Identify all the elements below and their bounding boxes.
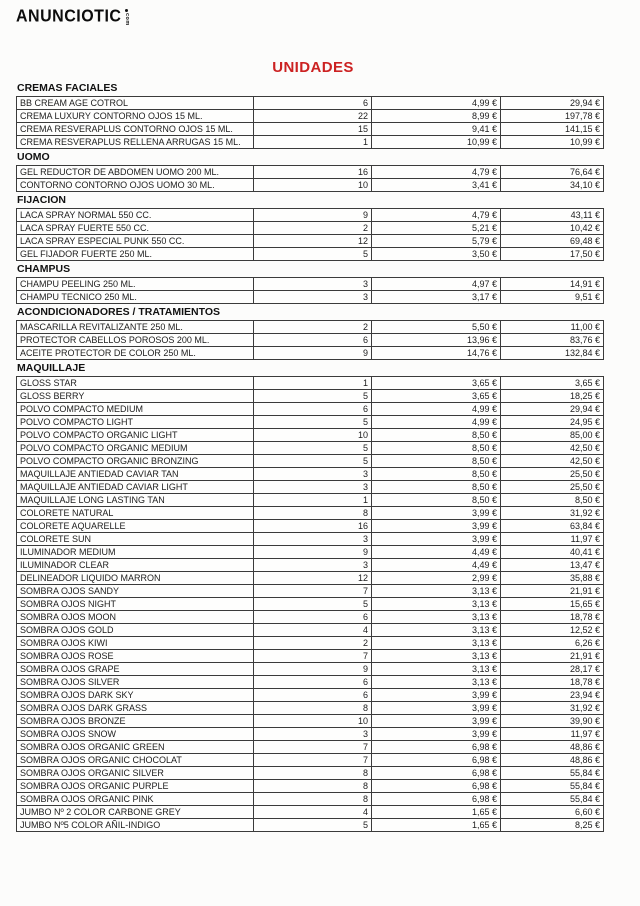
- total-price-cell: 48,86 €: [501, 740, 604, 753]
- quantity-cell: 6: [254, 402, 372, 415]
- price-table: [16, 320, 604, 360]
- quantity-cell: 8: [254, 506, 372, 519]
- product-name-cell: GLOSS STAR: [17, 376, 254, 389]
- total-price-cell: 197,78 €: [501, 109, 604, 122]
- product-name-cell: SOMBRA OJOS ORGANIC PINK: [17, 792, 254, 805]
- unit-price-cell: 6,98 €: [372, 753, 501, 766]
- total-price-cell: 43,11 €: [501, 208, 604, 221]
- table-row: [17, 109, 604, 122]
- table-row: [17, 428, 604, 441]
- quantity-cell: 5: [254, 389, 372, 402]
- quantity-cell: 6: [254, 333, 372, 346]
- total-price-cell: 12,52 €: [501, 623, 604, 636]
- total-price-cell: 21,91 €: [501, 584, 604, 597]
- unit-price-cell: 8,50 €: [372, 454, 501, 467]
- quantity-cell: 10: [254, 428, 372, 441]
- page-title: UNIDADES: [272, 58, 354, 76]
- total-price-cell: 9,51 €: [501, 290, 604, 303]
- total-price-cell: 55,84 €: [501, 792, 604, 805]
- table-row: [17, 662, 604, 675]
- quantity-cell: 2: [254, 636, 372, 649]
- product-name-cell: MASCARILLA REVITALIZANTE 250 ML.: [17, 320, 254, 333]
- product-name-cell: SOMBRA OJOS GRAPE: [17, 662, 254, 675]
- sections-container: [16, 82, 640, 832]
- table-row: [17, 467, 604, 480]
- table-row: [17, 779, 604, 792]
- quantity-cell: 4: [254, 623, 372, 636]
- unit-price-cell: 5,50 €: [372, 320, 501, 333]
- table-row: [17, 333, 604, 346]
- quantity-cell: 12: [254, 234, 372, 247]
- quantity-cell: 6: [254, 610, 372, 623]
- unit-price-cell: 3,50 €: [372, 247, 501, 260]
- product-name-cell: SOMBRA OJOS KIWI: [17, 636, 254, 649]
- total-price-cell: 31,92 €: [501, 701, 604, 714]
- quantity-cell: 5: [254, 818, 372, 831]
- product-name-cell: LACA SPRAY ESPECIAL PUNK 550 CC.: [17, 234, 254, 247]
- quantity-cell: 16: [254, 519, 372, 532]
- quantity-cell: 10: [254, 714, 372, 727]
- unit-price-cell: 3,13 €: [372, 636, 501, 649]
- table-row: [17, 480, 604, 493]
- unit-price-cell: 4,49 €: [372, 545, 501, 558]
- total-price-cell: 10,99 €: [501, 135, 604, 148]
- product-name-cell: SOMBRA OJOS ORGANIC PURPLE: [17, 779, 254, 792]
- product-name-cell: MAQUILLAJE LONG LASTING TAN: [17, 493, 254, 506]
- unit-price-cell: 1,65 €: [372, 818, 501, 831]
- price-table: [16, 376, 604, 832]
- total-price-cell: 15,65 €: [501, 597, 604, 610]
- quantity-cell: 7: [254, 584, 372, 597]
- unit-price-cell: 3,13 €: [372, 610, 501, 623]
- unit-price-cell: 3,17 €: [372, 290, 501, 303]
- quantity-cell: 7: [254, 649, 372, 662]
- quantity-cell: 8: [254, 779, 372, 792]
- quantity-cell: 5: [254, 597, 372, 610]
- product-name-cell: SOMBRA OJOS NIGHT: [17, 597, 254, 610]
- total-price-cell: 55,84 €: [501, 766, 604, 779]
- table-row: [17, 688, 604, 701]
- unit-price-cell: 10,99 €: [372, 135, 501, 148]
- unit-price-cell: 3,99 €: [372, 506, 501, 519]
- quantity-cell: 2: [254, 320, 372, 333]
- total-price-cell: 76,64 €: [501, 165, 604, 178]
- product-name-cell: CHAMPU PEELING 250 ML.: [17, 277, 254, 290]
- table-row: [17, 506, 604, 519]
- table-row: [17, 740, 604, 753]
- total-price-cell: 141,15 €: [501, 122, 604, 135]
- unit-price-cell: 3,99 €: [372, 519, 501, 532]
- total-price-cell: 31,92 €: [501, 506, 604, 519]
- unit-price-cell: 6,98 €: [372, 740, 501, 753]
- product-name-cell: MAQUILLAJE ANTIEDAD CAVIAR LIGHT: [17, 480, 254, 493]
- unit-price-cell: 3,99 €: [372, 688, 501, 701]
- quantity-cell: 8: [254, 701, 372, 714]
- total-price-cell: 8,50 €: [501, 493, 604, 506]
- section-header: CHAMPUS: [17, 262, 71, 275]
- total-price-cell: 14,91 €: [501, 277, 604, 290]
- quantity-cell: 9: [254, 346, 372, 359]
- unit-price-cell: 8,50 €: [372, 428, 501, 441]
- total-price-cell: 29,94 €: [501, 402, 604, 415]
- product-name-cell: CREMA RESVERAPLUS RELLENA ARRUGAS 15 ML.: [17, 135, 254, 148]
- total-price-cell: 6,26 €: [501, 636, 604, 649]
- quantity-cell: 9: [254, 208, 372, 221]
- quantity-cell: 7: [254, 740, 372, 753]
- product-name-cell: SOMBRA OJOS SANDY: [17, 584, 254, 597]
- unit-price-cell: 3,65 €: [372, 389, 501, 402]
- total-price-cell: 40,41 €: [501, 545, 604, 558]
- product-name-cell: SOMBRA OJOS ORGANIC CHOCOLAT: [17, 753, 254, 766]
- total-price-cell: 23,94 €: [501, 688, 604, 701]
- table-row: [17, 441, 604, 454]
- total-price-cell: 18,25 €: [501, 389, 604, 402]
- product-name-cell: ILUMINADOR CLEAR: [17, 558, 254, 571]
- table-row: [17, 493, 604, 506]
- product-name-cell: POLVO COMPACTO LIGHT: [17, 415, 254, 428]
- quantity-cell: 6: [254, 688, 372, 701]
- quantity-cell: 8: [254, 792, 372, 805]
- quantity-cell: 22: [254, 109, 372, 122]
- unit-price-cell: 8,50 €: [372, 480, 501, 493]
- unit-price-cell: 3,99 €: [372, 532, 501, 545]
- total-price-cell: 8,25 €: [501, 818, 604, 831]
- table-row: [17, 122, 604, 135]
- unit-price-cell: 5,79 €: [372, 234, 501, 247]
- product-name-cell: SOMBRA OJOS DARK SKY: [17, 688, 254, 701]
- table-row: [17, 636, 604, 649]
- unit-price-cell: 4,79 €: [372, 208, 501, 221]
- product-name-cell: JUMBO Nº 2 COLOR CARBONE GREY: [17, 805, 254, 818]
- quantity-cell: 5: [254, 441, 372, 454]
- total-price-cell: 29,94 €: [501, 96, 604, 109]
- unit-price-cell: 3,13 €: [372, 584, 501, 597]
- table-row: [17, 96, 604, 109]
- table-row: [17, 597, 604, 610]
- unit-price-cell: 8,50 €: [372, 441, 501, 454]
- total-price-cell: 132,84 €: [501, 346, 604, 359]
- total-price-cell: 6,60 €: [501, 805, 604, 818]
- unit-price-cell: 8,50 €: [372, 493, 501, 506]
- table-row: [17, 753, 604, 766]
- table-row: [17, 727, 604, 740]
- total-price-cell: 24,95 €: [501, 415, 604, 428]
- product-name-cell: SOMBRA OJOS DARK GRASS: [17, 701, 254, 714]
- total-price-cell: 85,00 €: [501, 428, 604, 441]
- total-price-cell: 63,84 €: [501, 519, 604, 532]
- total-price-cell: 35,88 €: [501, 571, 604, 584]
- quantity-cell: 3: [254, 532, 372, 545]
- table-row: [17, 346, 604, 359]
- table-row: [17, 277, 604, 290]
- table-row: [17, 805, 604, 818]
- table-row: [17, 234, 604, 247]
- total-price-cell: 69,48 €: [501, 234, 604, 247]
- table-row: [17, 675, 604, 688]
- quantity-cell: 6: [254, 675, 372, 688]
- product-name-cell: CONTORNO CONTORNO OJOS UOMO 30 ML.: [17, 178, 254, 191]
- quantity-cell: 8: [254, 766, 372, 779]
- product-name-cell: COLORETE AQUARELLE: [17, 519, 254, 532]
- quantity-cell: 3: [254, 290, 372, 303]
- total-price-cell: 21,91 €: [501, 649, 604, 662]
- logo-dot-icon: [125, 9, 128, 12]
- unit-price-cell: 6,98 €: [372, 792, 501, 805]
- quantity-cell: 3: [254, 558, 372, 571]
- table-row: [17, 792, 604, 805]
- quantity-cell: 3: [254, 727, 372, 740]
- unit-price-cell: 4,97 €: [372, 277, 501, 290]
- table-row: [17, 320, 604, 333]
- total-price-cell: 3,65 €: [501, 376, 604, 389]
- table-row: [17, 221, 604, 234]
- quantity-cell: 10: [254, 178, 372, 191]
- quantity-cell: 1: [254, 376, 372, 389]
- table-row: [17, 571, 604, 584]
- table-row: [17, 532, 604, 545]
- total-price-cell: 11,00 €: [501, 320, 604, 333]
- product-name-cell: PROTECTOR CABELLOS POROSOS 200 ML.: [17, 333, 254, 346]
- total-price-cell: 25,50 €: [501, 467, 604, 480]
- section-header: CREMAS FACIALES: [17, 81, 118, 94]
- product-name-cell: POLVO COMPACTO ORGANIC LIGHT: [17, 428, 254, 441]
- quantity-cell: 3: [254, 467, 372, 480]
- table-row: [17, 415, 604, 428]
- product-name-cell: POLVO COMPACTO ORGANIC MEDIUM: [17, 441, 254, 454]
- total-price-cell: 28,17 €: [501, 662, 604, 675]
- quantity-cell: 9: [254, 545, 372, 558]
- product-name-cell: CHAMPU TECNICO 250 ML.: [17, 290, 254, 303]
- quantity-cell: 1: [254, 493, 372, 506]
- total-price-cell: 42,50 €: [501, 454, 604, 467]
- product-name-cell: CREMA LUXURY CONTORNO OJOS 15 ML.: [17, 109, 254, 122]
- table-row: [17, 135, 604, 148]
- product-name-cell: SOMBRA OJOS ORGANIC GREEN: [17, 740, 254, 753]
- unit-price-cell: 3,13 €: [372, 662, 501, 675]
- unit-price-cell: 8,50 €: [372, 467, 501, 480]
- quantity-cell: 6: [254, 96, 372, 109]
- table-row: [17, 178, 604, 191]
- product-name-cell: SOMBRA OJOS GOLD: [17, 623, 254, 636]
- unit-price-cell: 4,99 €: [372, 415, 501, 428]
- unit-price-cell: 3,99 €: [372, 714, 501, 727]
- product-name-cell: COLORETE NATURAL: [17, 506, 254, 519]
- unit-price-cell: 2,99 €: [372, 571, 501, 584]
- total-price-cell: 10,42 €: [501, 221, 604, 234]
- logo-text: ANUNCIOTIC: [16, 6, 122, 26]
- total-price-cell: 55,84 €: [501, 779, 604, 792]
- quantity-cell: 16: [254, 165, 372, 178]
- table-row: [17, 290, 604, 303]
- total-price-cell: 34,10 €: [501, 178, 604, 191]
- unit-price-cell: 3,41 €: [372, 178, 501, 191]
- section-header: MAQUILLAJE: [17, 361, 86, 374]
- quantity-cell: 4: [254, 805, 372, 818]
- quantity-cell: 7: [254, 753, 372, 766]
- product-name-cell: POLVO COMPACTO MEDIUM: [17, 402, 254, 415]
- total-price-cell: 39,90 €: [501, 714, 604, 727]
- total-price-cell: 48,86 €: [501, 753, 604, 766]
- price-table: [16, 277, 604, 304]
- product-name-cell: GEL REDUCTOR DE ABDOMEN UOMO 200 ML.: [17, 165, 254, 178]
- table-row: [17, 649, 604, 662]
- unit-price-cell: 14,76 €: [372, 346, 501, 359]
- table-row: [17, 208, 604, 221]
- unit-price-cell: 3,65 €: [372, 376, 501, 389]
- product-name-cell: MAQUILLAJE ANTIEDAD CAVIAR TAN: [17, 467, 254, 480]
- quantity-cell: 3: [254, 480, 372, 493]
- unit-price-cell: 4,99 €: [372, 402, 501, 415]
- table-row: [17, 701, 604, 714]
- unit-price-cell: 3,99 €: [372, 701, 501, 714]
- product-name-cell: SOMBRA OJOS MOON: [17, 610, 254, 623]
- table-row: [17, 545, 604, 558]
- quantity-cell: 5: [254, 247, 372, 260]
- unit-price-cell: 5,21 €: [372, 221, 501, 234]
- quantity-cell: 12: [254, 571, 372, 584]
- section-header: UOMO: [17, 150, 50, 163]
- quantity-cell: 9: [254, 662, 372, 675]
- logo-com-text: com: [123, 13, 130, 26]
- table-row: [17, 818, 604, 831]
- total-price-cell: 25,50 €: [501, 480, 604, 493]
- unit-price-cell: 13,96 €: [372, 333, 501, 346]
- section-header: ACONDICIONADORES / TRATAMIENTOS: [17, 305, 221, 318]
- table-row: [17, 584, 604, 597]
- unit-price-cell: 4,79 €: [372, 165, 501, 178]
- product-name-cell: SOMBRA OJOS SILVER: [17, 675, 254, 688]
- table-row: [17, 558, 604, 571]
- table-row: [17, 766, 604, 779]
- product-name-cell: GEL FIJADOR FUERTE 250 ML.: [17, 247, 254, 260]
- table-row: [17, 376, 604, 389]
- total-price-cell: 11,97 €: [501, 532, 604, 545]
- product-name-cell: GLOSS BERRY: [17, 389, 254, 402]
- unit-price-cell: 6,98 €: [372, 766, 501, 779]
- product-name-cell: COLORETE SUN: [17, 532, 254, 545]
- table-row: [17, 389, 604, 402]
- product-name-cell: CREMA RESVERAPLUS CONTORNO OJOS 15 ML.: [17, 122, 254, 135]
- logo-com-suffix: [123, 9, 129, 26]
- table-row: [17, 519, 604, 532]
- quantity-cell: 3: [254, 277, 372, 290]
- unit-price-cell: 6,98 €: [372, 779, 501, 792]
- product-name-cell: SOMBRA OJOS ORGANIC SILVER: [17, 766, 254, 779]
- total-price-cell: 83,76 €: [501, 333, 604, 346]
- unit-price-cell: 1,65 €: [372, 805, 501, 818]
- product-name-cell: SOMBRA OJOS SNOW: [17, 727, 254, 740]
- product-name-cell: BB CREAM AGE COTROL: [17, 96, 254, 109]
- quantity-cell: 2: [254, 221, 372, 234]
- anunciotic-logo: [16, 8, 640, 40]
- unit-price-cell: 9,41 €: [372, 122, 501, 135]
- section-header: FIJACION: [17, 193, 67, 206]
- logo-main: [16, 8, 640, 26]
- table-row: [17, 623, 604, 636]
- product-name-cell: SOMBRA OJOS BRONZE: [17, 714, 254, 727]
- unit-price-cell: 3,13 €: [372, 649, 501, 662]
- total-price-cell: 11,97 €: [501, 727, 604, 740]
- quantity-cell: 5: [254, 415, 372, 428]
- total-price-cell: 42,50 €: [501, 441, 604, 454]
- product-name-cell: DELINEADOR LIQUIDO MARRON: [17, 571, 254, 584]
- price-table: [16, 208, 604, 261]
- table-row: [17, 454, 604, 467]
- product-name-cell: ILUMINADOR MEDIUM: [17, 545, 254, 558]
- unit-price-cell: 3,13 €: [372, 597, 501, 610]
- unit-price-cell: 4,49 €: [372, 558, 501, 571]
- price-table: [16, 165, 604, 192]
- unit-price-cell: 3,99 €: [372, 727, 501, 740]
- unit-price-cell: 3,13 €: [372, 623, 501, 636]
- table-row: [17, 610, 604, 623]
- total-price-cell: 18,78 €: [501, 675, 604, 688]
- table-row: [17, 247, 604, 260]
- product-name-cell: JUMBO Nº5 COLOR AÑIL-INDIGO: [17, 818, 254, 831]
- product-name-cell: LACA SPRAY NORMAL 550 CC.: [17, 208, 254, 221]
- total-price-cell: 17,50 €: [501, 247, 604, 260]
- price-table: [16, 96, 604, 149]
- product-name-cell: POLVO COMPACTO ORGANIC BRONZING: [17, 454, 254, 467]
- unit-price-cell: 8,99 €: [372, 109, 501, 122]
- logo-reflection: [16, 27, 640, 40]
- table-row: [17, 165, 604, 178]
- product-name-cell: SOMBRA OJOS ROSE: [17, 649, 254, 662]
- quantity-cell: 15: [254, 122, 372, 135]
- total-price-cell: 13,47 €: [501, 558, 604, 571]
- quantity-cell: 1: [254, 135, 372, 148]
- table-row: [17, 714, 604, 727]
- product-name-cell: LACA SPRAY FUERTE 550 CC.: [17, 221, 254, 234]
- unit-price-cell: 4,99 €: [372, 96, 501, 109]
- unit-price-cell: 3,13 €: [372, 675, 501, 688]
- total-price-cell: 18,78 €: [501, 610, 604, 623]
- quantity-cell: 5: [254, 454, 372, 467]
- product-name-cell: ACEITE PROTECTOR DE COLOR 250 ML.: [17, 346, 254, 359]
- table-row: [17, 402, 604, 415]
